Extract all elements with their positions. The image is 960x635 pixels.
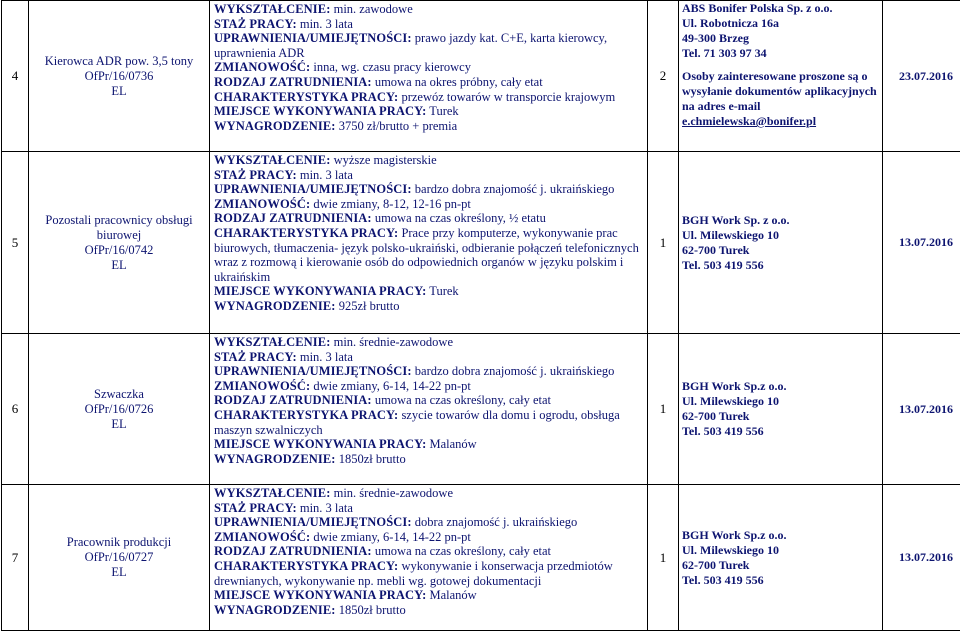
req-value: szycie towarów dla domu i ogrodu, obsługa maszyn szwalniczych — [214, 407, 620, 437]
offer-date: 23.07.2016 — [883, 1, 960, 152]
table-row — [2, 1, 960, 152]
req-value: Prace przy komputerze, wykonywanie prac biurowych, tłumaczenia- język polsko-ukraiński, odbieranie połączeń telefonicznych wraz z rozmową i kierowanie osób do odpowiednich organów w języku polskim i ukraińskim — [214, 225, 639, 284]
employer-cell — [679, 152, 883, 334]
req-salary — [214, 119, 644, 134]
req-value: bardzo dobra znajomość j. ukraińskiego — [414, 364, 615, 379]
job-offers-table — [1, 0, 960, 631]
req-label: UPRAWNIENIA/UMIEJĘTNOŚCI: — [214, 31, 412, 46]
employer-name: ABS Bonifer Polska Sp. z o.o. — [682, 1, 833, 15]
table-row — [2, 152, 960, 334]
req-value: dwie zmiany, 8-12, 12-16 pn-pt — [313, 196, 471, 211]
application-note: Osoby zainteresowane proszone są o wysyłanie dokumentów aplikacyjnych na adres e-mail — [682, 69, 877, 113]
req-label: ZMIANOWOŚĆ: — [214, 378, 311, 393]
req-value: dobra znajomość j. ukraińskiego — [414, 515, 578, 530]
req-shifts — [214, 379, 644, 394]
req-label: WYKSZTAŁCENIE: — [214, 335, 331, 349]
req-label: WYNAGRODZENIE: — [214, 451, 336, 466]
req-employment — [214, 544, 644, 559]
req-employment — [214, 211, 644, 226]
req-employment — [214, 393, 644, 408]
req-skills — [214, 182, 644, 197]
employer-phone: Tel. 71 303 97 34 — [682, 46, 767, 60]
employer-city: 62-700 Turek — [682, 557, 750, 572]
req-value: min. 3 lata — [299, 500, 353, 515]
req-location — [214, 104, 644, 119]
req-label: WYKSZTAŁCENIE: — [214, 2, 331, 16]
req-label: WYNAGRODZENIE: — [214, 602, 336, 617]
row-number: 4 — [2, 1, 29, 152]
req-location — [214, 588, 644, 603]
req-label: ZMIANOWOŚĆ: — [214, 60, 311, 75]
offer-ref: OfPr/16/0727 — [84, 550, 154, 564]
req-label: STAŻ PRACY: — [214, 349, 297, 364]
req-label: UPRAWNIENIA/UMIEJĘTNOŚCI: — [214, 515, 412, 530]
employer-email-link[interactable]: e.chmielewska@bonifer.pl — [682, 114, 817, 128]
offer-date: 13.07.2016 — [883, 334, 960, 485]
employer-street: Ul. Milewskiego 10 — [682, 394, 779, 408]
position-cell — [29, 152, 210, 334]
req-value: 925zł brutto — [338, 298, 400, 313]
req-value: Malanów — [429, 437, 477, 452]
employer-name: BGH Work Sp. z o.o. — [682, 212, 790, 227]
req-label: WYKSZTAŁCENIE: — [214, 153, 331, 167]
req-label: STAŻ PRACY: — [214, 16, 297, 31]
offer-date: 13.07.2016 — [883, 152, 960, 334]
table-row — [2, 334, 960, 485]
employer-cell — [679, 1, 883, 152]
employer-street: Ul. Milewskiego 10 — [682, 227, 779, 242]
req-label: MIEJSCE WYKONYWANIA PRACY: — [214, 284, 427, 299]
vacancy-count: 1 — [648, 152, 679, 334]
req-education — [214, 335, 644, 350]
employer-street: Ul. Milewskiego 10 — [682, 542, 779, 557]
employer-name: BGH Work Sp.z o.o. — [682, 527, 787, 542]
req-characteristics — [214, 559, 644, 588]
req-label: WYKSZTAŁCENIE: — [214, 486, 331, 500]
req-label: MIEJSCE WYKONYWANIA PRACY: — [214, 437, 427, 452]
req-value: inna, wg. czasu pracy kierowcy — [313, 60, 471, 75]
req-value: dwie zmiany, 6-14, 14-22 pn-pt — [313, 529, 471, 544]
req-experience — [214, 17, 644, 32]
req-value: min. średnie-zawodowe — [333, 486, 454, 500]
req-label: MIEJSCE WYKONYWANIA PRACY: — [214, 104, 427, 119]
offer-ref: OfPr/16/0726 — [84, 401, 154, 416]
req-location — [214, 284, 644, 299]
req-value: bardzo dobra znajomość j. ukraińskiego — [414, 182, 615, 197]
req-value: Malanów — [429, 588, 477, 603]
req-label: STAŻ PRACY: — [214, 167, 297, 182]
employer-phone: Tel. 503 419 556 — [682, 572, 764, 587]
req-label: RODZAJ ZATRUDNIENIA: — [214, 74, 372, 89]
req-education — [214, 2, 644, 17]
req-value: min. 3 lata — [299, 349, 353, 364]
req-education — [214, 486, 644, 501]
offer-program: EL — [111, 83, 127, 98]
req-experience — [214, 168, 644, 183]
position-title: Kierowca ADR pow. 3,5 tony — [44, 53, 194, 68]
offer-ref: OfPr/16/0742 — [84, 242, 154, 257]
req-value: 1850zł brutto — [338, 451, 406, 466]
requirements-cell — [210, 152, 648, 334]
req-value: wykonywanie i konserwacja przedmiotów drewnianych, wykonywanie np. mebli wg. gotowej dokumentacji — [214, 558, 613, 588]
requirements-cell — [210, 334, 648, 485]
req-label: STAŻ PRACY: — [214, 500, 297, 515]
req-label: CHARAKTERYSTYKA PRACY: — [214, 89, 399, 104]
employer-cell — [679, 485, 883, 631]
req-experience — [214, 350, 644, 365]
position-title: Szwaczka — [94, 386, 144, 401]
row-number: 5 — [2, 152, 29, 334]
req-label: UPRAWNIENIA/UMIEJĘTNOŚCI: — [214, 364, 412, 379]
req-value: Turek — [429, 104, 459, 119]
vacancy-count: 1 — [648, 334, 679, 485]
req-shifts — [214, 60, 644, 75]
req-value: min. średnie-zawodowe — [333, 335, 454, 349]
req-shifts — [214, 530, 644, 545]
req-label: UPRAWNIENIA/UMIEJĘTNOŚCI: — [214, 182, 412, 197]
req-value: przewóz towarów w transporcie krajowym — [401, 89, 616, 104]
req-experience — [214, 501, 644, 516]
req-label: ZMIANOWOŚĆ: — [214, 196, 311, 211]
req-value: dwie zmiany, 6-14, 14-22 pn-pt — [313, 378, 471, 393]
employer-phone: Tel. 503 419 556 — [682, 257, 764, 272]
req-skills — [214, 364, 644, 379]
req-value: umowa na czas określony, cały etat — [374, 544, 552, 559]
req-characteristics — [214, 90, 644, 105]
req-salary — [214, 299, 644, 314]
employer-street: Ul. Robotnicza 16a — [682, 16, 779, 30]
table-row — [2, 485, 960, 631]
req-value: wyższe magisterskie — [333, 153, 437, 167]
req-salary — [214, 603, 644, 618]
employer-city: 62-700 Turek — [682, 409, 750, 423]
position-cell — [29, 485, 210, 631]
job-offers-body — [2, 1, 960, 631]
offer-program: EL — [111, 257, 127, 272]
req-value: umowa na czas określony, ½ etatu — [374, 211, 546, 226]
position-title: Pozostali pracownicy obsługi biurowej — [45, 212, 193, 242]
req-salary — [214, 452, 644, 467]
row-number: 6 — [2, 334, 29, 485]
req-shifts — [214, 197, 644, 212]
requirements-cell — [210, 485, 648, 631]
offer-program: EL — [111, 416, 127, 431]
req-label: RODZAJ ZATRUDNIENIA: — [214, 393, 372, 408]
req-label: ZMIANOWOŚĆ: — [214, 529, 311, 544]
req-skills — [214, 31, 644, 60]
req-value: Turek — [429, 284, 459, 299]
req-characteristics — [214, 408, 644, 437]
offer-date: 13.07.2016 — [883, 485, 960, 631]
req-label: RODZAJ ZATRUDNIENIA: — [214, 544, 372, 559]
employer-name: BGH Work Sp.z o.o. — [682, 379, 787, 393]
req-label: CHARAKTERYSTYKA PRACY: — [214, 225, 399, 240]
req-value: min. zawodowe — [333, 2, 413, 16]
employer-phone: Tel. 503 419 556 — [682, 424, 764, 438]
position-title: Pracownik produkcji — [66, 535, 172, 549]
employer-city: 49-300 Brzeg — [682, 31, 749, 45]
req-label: WYNAGRODZENIE: — [214, 298, 336, 313]
req-value: 1850zł brutto — [338, 602, 406, 617]
offer-program: EL — [111, 565, 127, 579]
position-cell — [29, 334, 210, 485]
req-value: min. 3 lata — [299, 16, 353, 31]
req-education — [214, 153, 644, 168]
req-value: min. 3 lata — [299, 167, 353, 182]
req-label: WYNAGRODZENIE: — [214, 118, 336, 133]
vacancy-count: 1 — [648, 485, 679, 631]
vacancy-count: 2 — [648, 1, 679, 152]
req-value: umowa na czas określony, cały etat — [374, 393, 552, 408]
req-employment — [214, 75, 644, 90]
req-value: 3750 zł/brutto + premia — [338, 118, 458, 133]
req-value: prawo jazdy kat. C+E, karta kierowcy, uprawnienia ADR — [214, 31, 608, 60]
offer-ref: OfPr/16/0736 — [84, 68, 154, 83]
req-label: MIEJSCE WYKONYWANIA PRACY: — [214, 588, 427, 603]
req-label: RODZAJ ZATRUDNIENIA: — [214, 211, 372, 226]
requirements-cell — [210, 1, 648, 152]
req-value: umowa na okres próbny, cały etat — [374, 74, 543, 89]
employer-cell — [679, 334, 883, 485]
req-skills — [214, 515, 644, 530]
req-location — [214, 437, 644, 452]
position-cell — [29, 1, 210, 152]
employer-city: 62-700 Turek — [682, 242, 750, 257]
row-number: 7 — [2, 485, 29, 631]
req-characteristics — [214, 226, 644, 284]
req-label: CHARAKTERYSTYKA PRACY: — [214, 558, 399, 573]
req-label: CHARAKTERYSTYKA PRACY: — [214, 407, 399, 422]
